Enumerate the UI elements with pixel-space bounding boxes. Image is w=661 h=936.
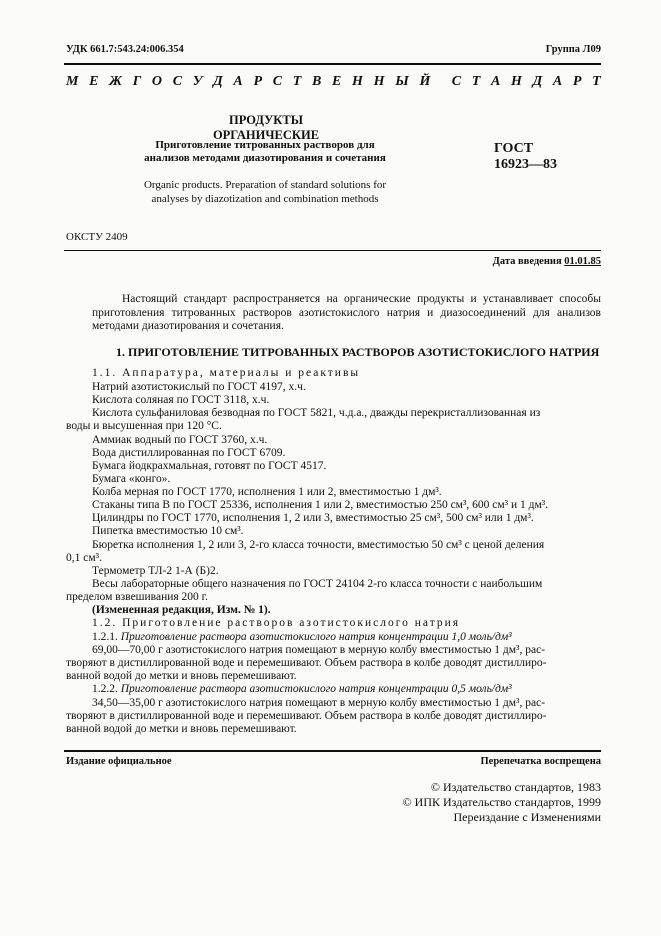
banner-letter: Т xyxy=(471,74,481,89)
amendment-note: (Измененная редакция, Изм. № 1). xyxy=(92,604,271,616)
body-line: воды и высушенная при 120 °С. xyxy=(66,420,222,432)
gost-designation xyxy=(494,141,557,173)
subtitle-line: Приготовление титрованных растворов для xyxy=(155,139,375,151)
doc-subtitle xyxy=(120,139,410,165)
udk-code: УДК 661.7:543.24:006.354 xyxy=(66,44,184,55)
copyright-line: © ИПК Издательство стандартов, 1999 xyxy=(402,795,601,809)
clause-number: 1.2.1. xyxy=(92,631,118,643)
banner-letter: А xyxy=(233,74,243,89)
subtitle-line: анализов методами диазотирования и сочетания xyxy=(144,152,386,164)
clause-1-2-1 xyxy=(92,631,601,643)
banner-letter: О xyxy=(151,74,162,89)
english-title-line: Organic products. Preparation of standard solutions for xyxy=(143,179,387,191)
banner-letter: Ы xyxy=(395,74,409,89)
body-line: Бумага йодкрахмальная, готовят по ГОСТ 4517. xyxy=(92,460,327,472)
body-line: Весы лабораторные общего назначения по ГОСТ 24104 2-го класса точности с наибольшим xyxy=(92,578,543,590)
group-code: Группа Л09 xyxy=(545,44,601,55)
banner-letter: Т xyxy=(292,74,302,89)
body-line: Бумага «конго». xyxy=(92,473,171,485)
body-line: Аммиак водный по ГОСТ 3760, х.ч. xyxy=(92,434,268,446)
body-line: Пипетка вместимостью 10 см³. xyxy=(92,525,244,537)
english-title-line: analyses by diazotization and combination methods xyxy=(151,192,379,205)
banner-letter: А xyxy=(552,74,563,89)
body-line: творяют в дистиллированной воде и перемешивают. Объем раствора в колбе доводят дистиллиро- xyxy=(66,657,547,669)
body-line: 1.1. Аппаратура, материалы и реактивы xyxy=(92,367,361,379)
gost-label: ГОСТ xyxy=(494,141,534,156)
intro-date-value: 01.01.85 xyxy=(564,256,601,267)
banner-letter: Ж xyxy=(109,74,123,89)
clause-1-2-2 xyxy=(92,683,601,695)
english-title xyxy=(110,179,420,206)
banner-letter: Е xyxy=(89,74,99,89)
banner-letter: М xyxy=(66,74,79,89)
subsection-title: 1.2. Приготовление растворов азотистокислого натрия xyxy=(92,617,461,629)
banner-letter: Н xyxy=(373,74,385,89)
banner-letter: В xyxy=(311,74,322,89)
middle-rule xyxy=(64,250,601,251)
body-line: ванной водой до метки и вновь перемешивают. xyxy=(66,723,297,735)
section-title: 1. ПРИГОТОВЛЕНИЕ ТИТРОВАННЫХ РАСТВОРОВ АЗОТИСТОКИСЛОГО НАТРИЯ xyxy=(116,345,600,359)
body-line: творяют в дистиллированной воде и перемешивают. Объем раствора в колбе доводят дистиллиро- xyxy=(66,710,547,722)
banner-letter: Р xyxy=(253,74,263,89)
body-line: Натрий азотистокислый по ГОСТ 4197, х.ч. xyxy=(92,381,306,393)
body-line: Стаканы типа В по ГОСТ 25336, исполнения 1 или 2, вместимостью 250 см³, 600 см³ и 1 дм³. xyxy=(92,499,549,511)
body-line: ванной водой до метки и вновь перемешивают. xyxy=(66,670,297,682)
okstu-code: ОКСТУ 2409 xyxy=(66,231,128,243)
intro-date-label: Дата введения xyxy=(492,256,562,267)
banner-letter: А xyxy=(491,74,501,89)
body-line: пределом взвешивания 200 г. xyxy=(66,591,208,603)
top-rule xyxy=(64,63,601,65)
body-line: Цилиндры по ГОСТ 1770, исполнения 1, 2 или 3, вместимостью 25 см³, 500 см³ или 1 дм³. xyxy=(92,512,534,524)
banner-letter: Й xyxy=(419,74,431,89)
banner-letter: Г xyxy=(132,74,142,89)
official-edition-label: Издание официальное xyxy=(66,756,172,767)
banner-letter: Д xyxy=(532,74,543,89)
banner-letter: Т xyxy=(592,74,601,89)
banner-letter: Н xyxy=(511,74,522,89)
banner-letter: Н xyxy=(352,74,363,89)
body-line: Бюретка исполнения 1, 2 или 3, 2-го класса точности, вместимостью 50 см³ с ценой деления xyxy=(92,539,545,551)
intro-date xyxy=(493,256,601,267)
banner-letter: Д xyxy=(213,74,223,89)
standard-type-banner xyxy=(66,74,601,90)
reprint-prohibited-label: Перепечатка воспрещена xyxy=(480,756,601,767)
body-line: Кислота соляная по ГОСТ 3118, х.ч. xyxy=(92,394,270,406)
gost-number: 16923—83 xyxy=(494,157,557,172)
banner-letter: С xyxy=(451,74,462,89)
body-line: 0,1 см³. xyxy=(66,552,102,564)
body-line: Вода дистиллированная по ГОСТ 6709. xyxy=(92,447,286,459)
banner-letter: Р xyxy=(572,74,582,89)
clause-number: 1.2.2. xyxy=(92,683,118,695)
doc-title: ПРОДУКТЫ ОРГАНИЧЕСКИЕ xyxy=(212,113,320,142)
banner-letter: С xyxy=(172,74,183,89)
banner-letter: У xyxy=(192,74,203,89)
banner-letter: С xyxy=(272,74,283,89)
reissue-note: Переиздание с Изменениями xyxy=(453,810,601,824)
body-line: Кислота сульфаниловая безводная по ГОСТ 5821, ч.д.а., дважды перекристаллизованная из xyxy=(92,407,541,419)
banner-letter: Е xyxy=(332,74,342,89)
clause-heading: Приготовление раствора азотистокислого натрия концентрации 0,5 моль/дм³ xyxy=(120,683,512,695)
body-line: Колба мерная по ГОСТ 1770, исполнения 1 или 2, вместимостью 1 дм³. xyxy=(92,486,442,498)
body-line: 34,50—35,00 г азотистокислого натрия помещают в мерную колбу вместимостью 1 дм³, рас- xyxy=(92,697,546,709)
clause-heading: Приготовление раствора азотистокислого натрия концентрации 1,0 моль/дм³ xyxy=(120,631,512,643)
body-line: 69,00—70,00 г азотистокислого натрия помещают в мерную колбу вместимостью 1 дм³, рас- xyxy=(92,644,546,656)
copyright-line: © Издательство стандартов, 1983 xyxy=(430,780,601,794)
bottom-rule xyxy=(64,750,601,752)
intro-paragraph: Настоящий стандарт распространяется на органические продукты и устанавливает способы приготовления титрованных растворов азотистокислого натрия и диазосоединений для анализов методами диазотирования и сочетания. xyxy=(92,293,601,333)
body-line: Термометр ТЛ-2 1-А (Б)2. xyxy=(92,565,219,577)
